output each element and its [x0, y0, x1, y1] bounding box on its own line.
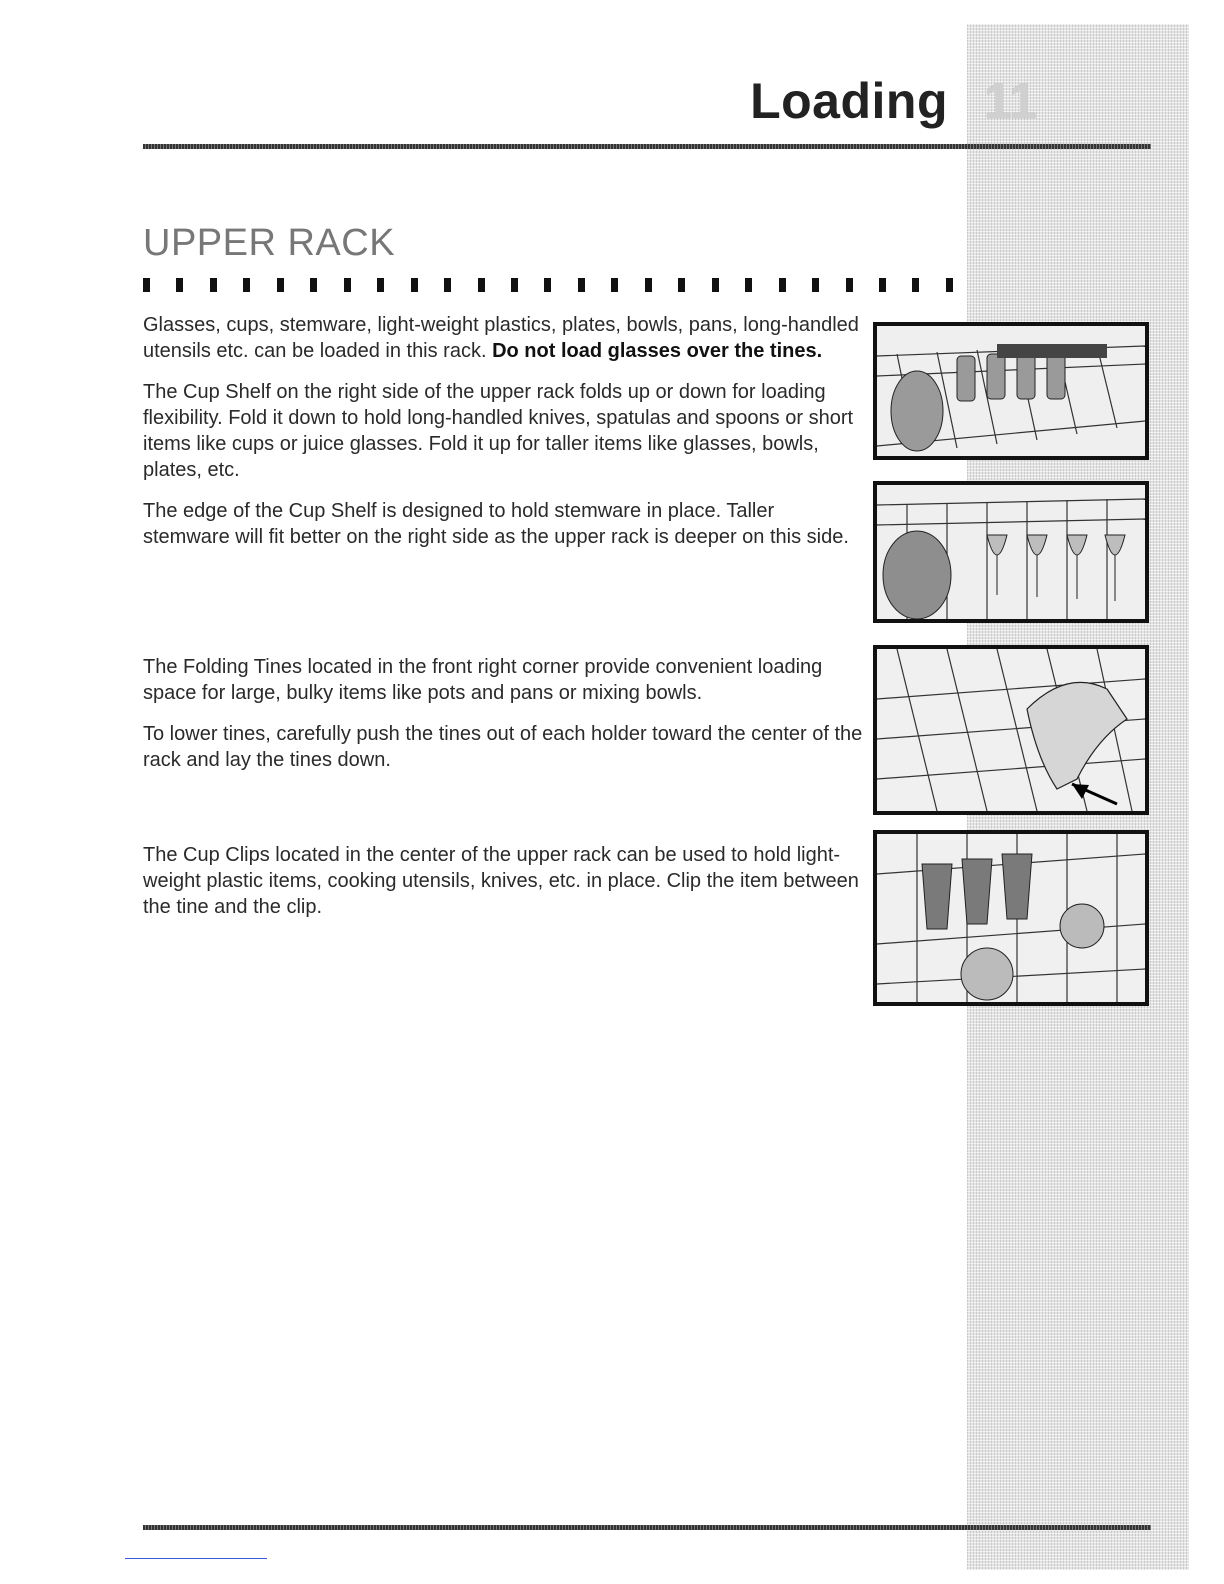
footer-rule [143, 1525, 1151, 1530]
header-rule [143, 144, 1151, 149]
paragraph-cup-clips: The Cup Clips located in the center of the upper rack can be used to hold light-weight plastic items, cooking utensils, knives, etc. in place. Clip the item between the tine and the clip. [143, 844, 859, 918]
cup-shelf-stemware-illustration [873, 481, 1149, 623]
paragraph-folding-tines: The Folding Tines located in the front right corner provide convenient loading space for large, bulky items like pots and pans or mixing bowls. [143, 656, 823, 704]
page-title: Loading [750, 73, 948, 129]
paragraph-intro-warning: Do not load glasses over the tines. [492, 340, 823, 362]
paragraph-stemware: The edge of the Cup Shelf is designed to hold stemware in place. Taller stemware will fit better on the right side as the upper rack is deeper on this side. [143, 500, 849, 548]
folding-tines-text-block [143, 654, 863, 788]
upper-rack-loaded-illustration [873, 322, 1149, 460]
cup-clips-illustration [873, 830, 1149, 1006]
paragraph-cup-shelf: The Cup Shelf on the right side of the upper rack folds up or down for loading flexibility. Fold it down to hold long-handled knives, spatulas and spoons or short items like cups or juice glasses. Fold it up for taller items like glasses, bowls, plates, etc. [143, 381, 854, 481]
paragraph-lower-tines: To lower tines, carefully push the tines out of each holder toward the center of the rack and lay the tines down. [143, 723, 863, 771]
folding-tines-hand-illustration [873, 645, 1149, 815]
section-dotted-divider [143, 278, 953, 292]
paragraph-intro-text: Glasses, cups, stemware, light-weight plastics, plates, bowls, pans, long-handled utensils etc. can be loaded in this rack. [143, 314, 859, 362]
cup-clips-text-block [143, 842, 863, 935]
upper-rack-text-block [143, 312, 863, 565]
section-title: UPPER RACK [143, 222, 396, 264]
page-number: 11 [984, 73, 1037, 129]
paragraph-upper-rack-intro [143, 312, 863, 364]
footer-link-underline [125, 1558, 267, 1559]
